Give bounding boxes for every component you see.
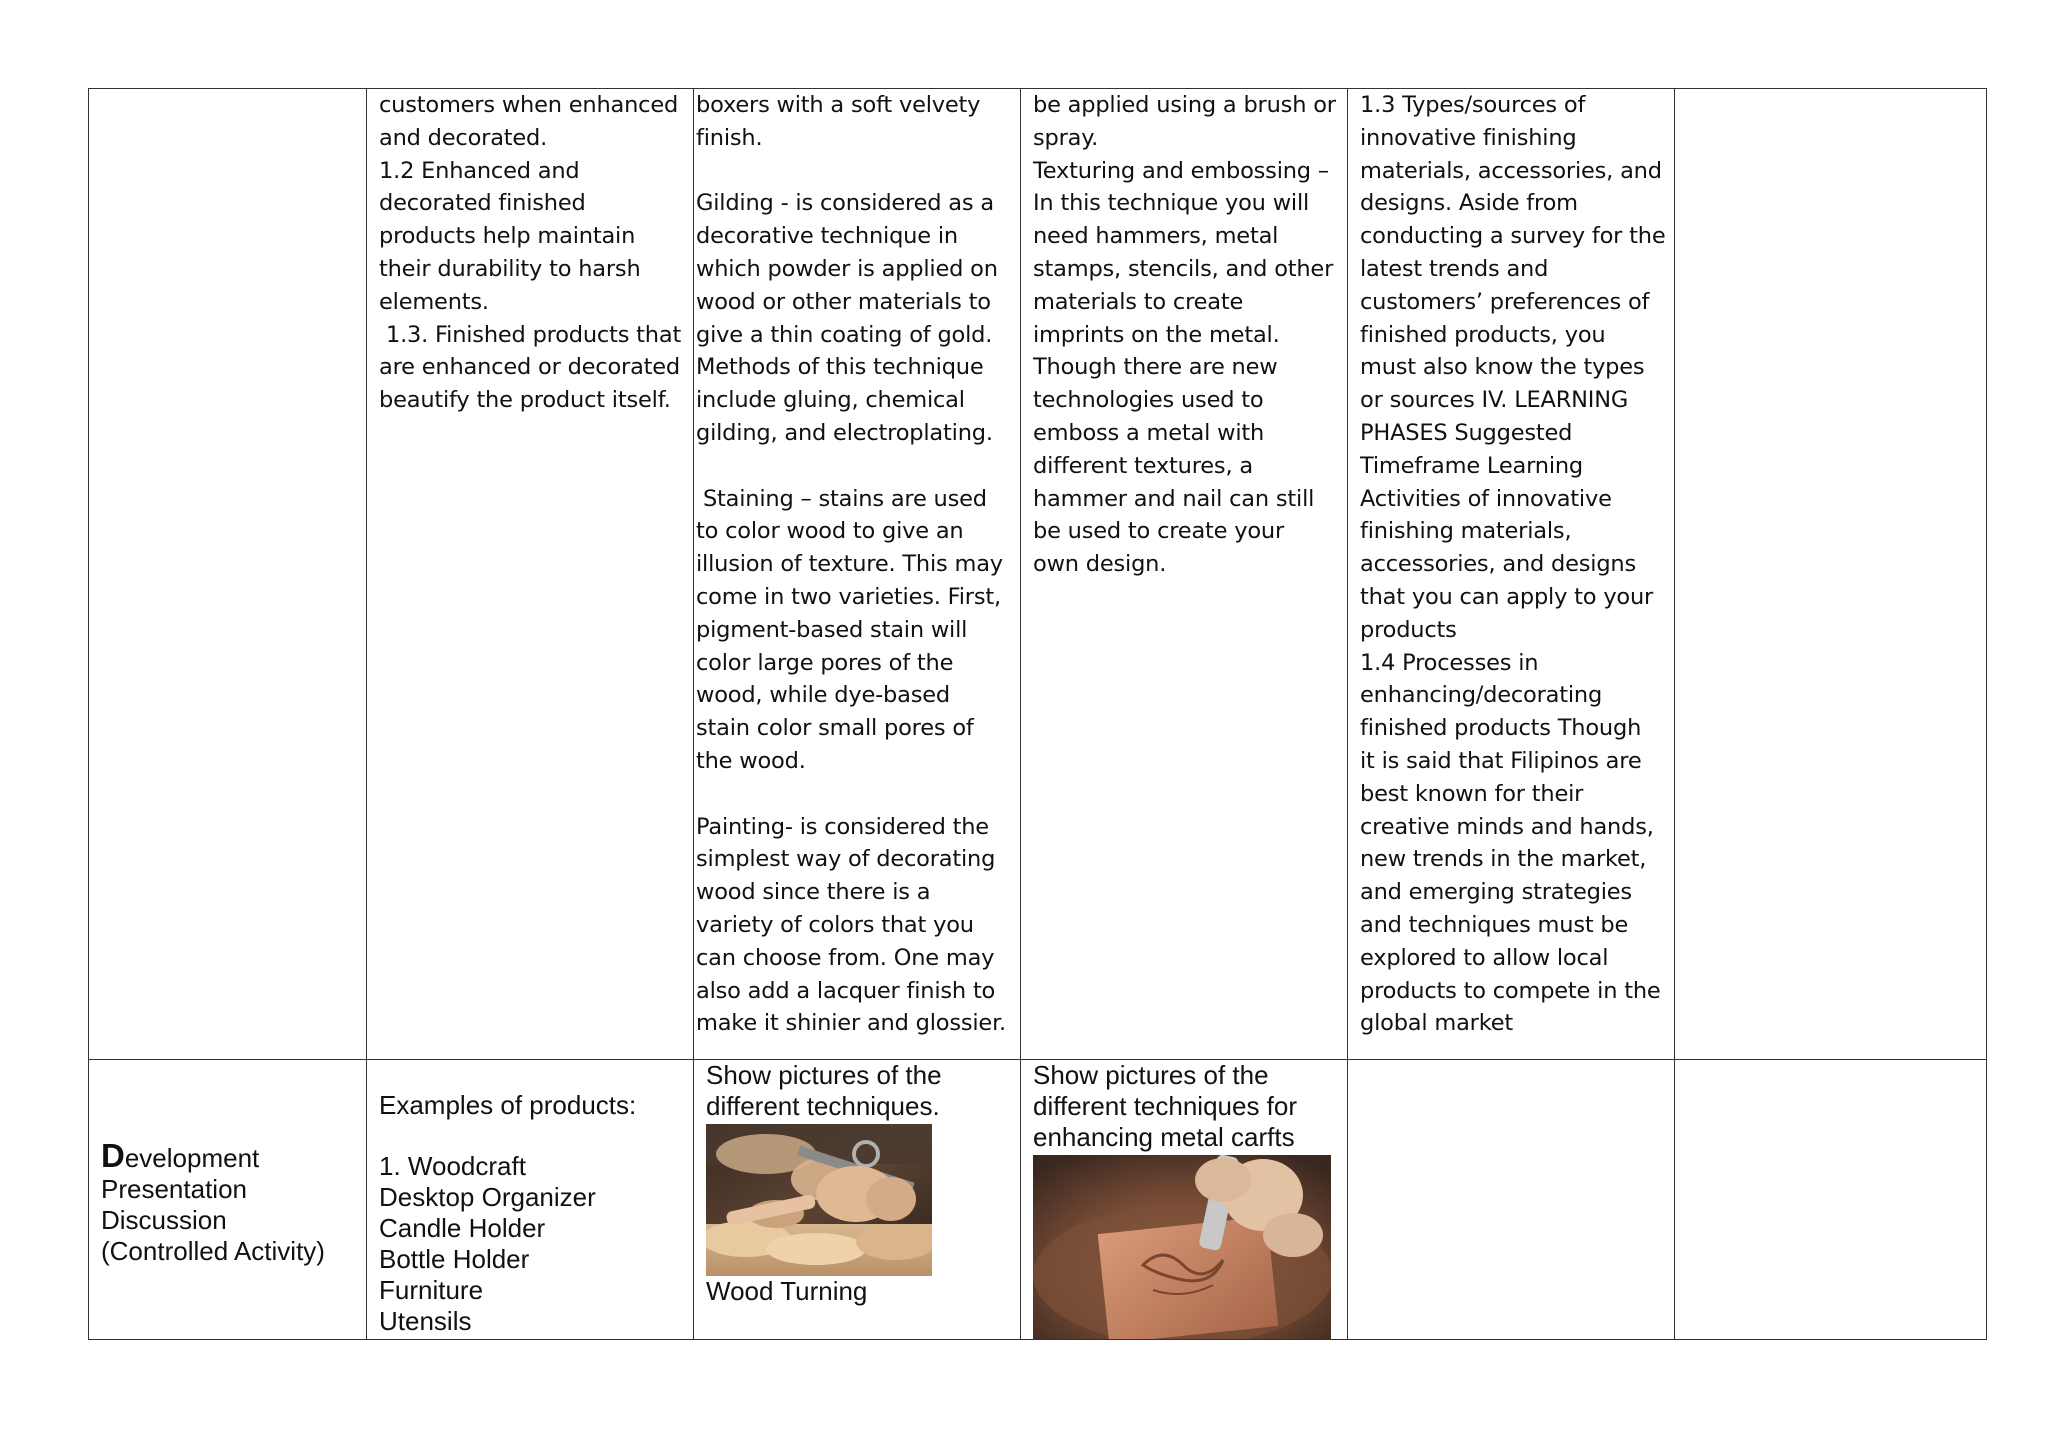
lesson-plan-table bbox=[88, 88, 1987, 1340]
cell-examples bbox=[367, 1060, 694, 1340]
cell-phase-empty bbox=[89, 89, 367, 1060]
cell-metal-pictures bbox=[1021, 1060, 1348, 1340]
cell-phase-development bbox=[89, 1060, 367, 1340]
wood-turning-caption: Wood Turning bbox=[706, 1276, 868, 1306]
cell-types-sources bbox=[1348, 89, 1675, 1060]
wood-pictures-block bbox=[694, 1060, 1020, 1307]
types-sources-text: 1.3 Types/sources of innovative finishing materials, accessories, and designs. Aside from conducting a survey for the latest trends and customers’ preferences of finished products, you must also know the types or sources IV. LEARNING PHASES Suggested Timeframe Learning Activities of innovative finishing materials, accessories, and designs that you can apply to your products 1.4 Processes in enhancing/decorating finished products Though it is said that Filipinos are best known for their creative minds and hands, new trends in the market, and emerging strategies and techniques must be explored to allow local products to compete in the global market bbox=[1360, 92, 1666, 1037]
cell-remarks-empty bbox=[1675, 89, 1987, 1060]
cell-wood-pictures bbox=[694, 1060, 1021, 1340]
examples-block bbox=[367, 1060, 693, 1337]
metal-embossing-photo bbox=[1033, 1155, 1331, 1339]
objectives-text: customers when enhanced and decorated. 1.2 Enhanced and decorated finished products help maintain their durability to harsh elements. 1.3. Finished products that are enhanced or decorated beautify the product itself. bbox=[379, 92, 682, 414]
table-row-development bbox=[89, 1060, 1987, 1340]
metal-pictures-instruction: Show pictures of the different techniques for enhancing metal carfts bbox=[1033, 1060, 1298, 1152]
examples-heading: Examples of products: bbox=[379, 1090, 637, 1120]
table-row-content bbox=[89, 89, 1987, 1060]
metal-pictures-block bbox=[1021, 1060, 1347, 1339]
cell-metal-techniques bbox=[1021, 89, 1348, 1060]
wood-pictures-instruction: Show pictures of the different techniques. bbox=[706, 1060, 942, 1121]
cell-objectives bbox=[367, 89, 694, 1060]
wood-techniques-text: boxers with a soft velvety finish. Gilding - is considered as a decorative technique in which powder is applied on wood or other materials to give a thin coating of gold. Methods of this technique include gluing, chemical gilding, and electroplating. Staining – stains are used to color wood to give an illusion of texture. This may come in two varieties. First, pigment-based stain will color large pores of the wood, while dye-based stain color small pores of the wood. Painting- is considered the simplest way of decorating wood since there is a variety of colors that you can choose from. One may also add a lacquer finish to make it shinier and glossier. bbox=[696, 92, 1007, 1037]
examples-list: 1. Woodcraft Desktop Organizer Candle Holder Bottle Holder Furniture Utensils bbox=[379, 1151, 596, 1336]
cell-row2-col5-empty bbox=[1348, 1060, 1675, 1340]
cell-wood-techniques bbox=[694, 89, 1021, 1060]
wood-turning-photo bbox=[706, 1124, 932, 1276]
phase-label-rest: evelopment Presentation Discussion (Controlled Activity) bbox=[101, 1143, 325, 1266]
metal-techniques-text: be applied using a brush or spray. Texturing and embossing – In this technique you will need hammers, metal stamps, stencils, and other materials to create imprints on the metal. Though there are new technologies used to emboss a metal with different textures, a hammer and nail can still be used to create your own design. bbox=[1033, 92, 1336, 578]
phase-initial: D bbox=[101, 1137, 125, 1174]
cell-row2-col6-empty bbox=[1675, 1060, 1987, 1340]
phase-label bbox=[89, 1137, 366, 1267]
